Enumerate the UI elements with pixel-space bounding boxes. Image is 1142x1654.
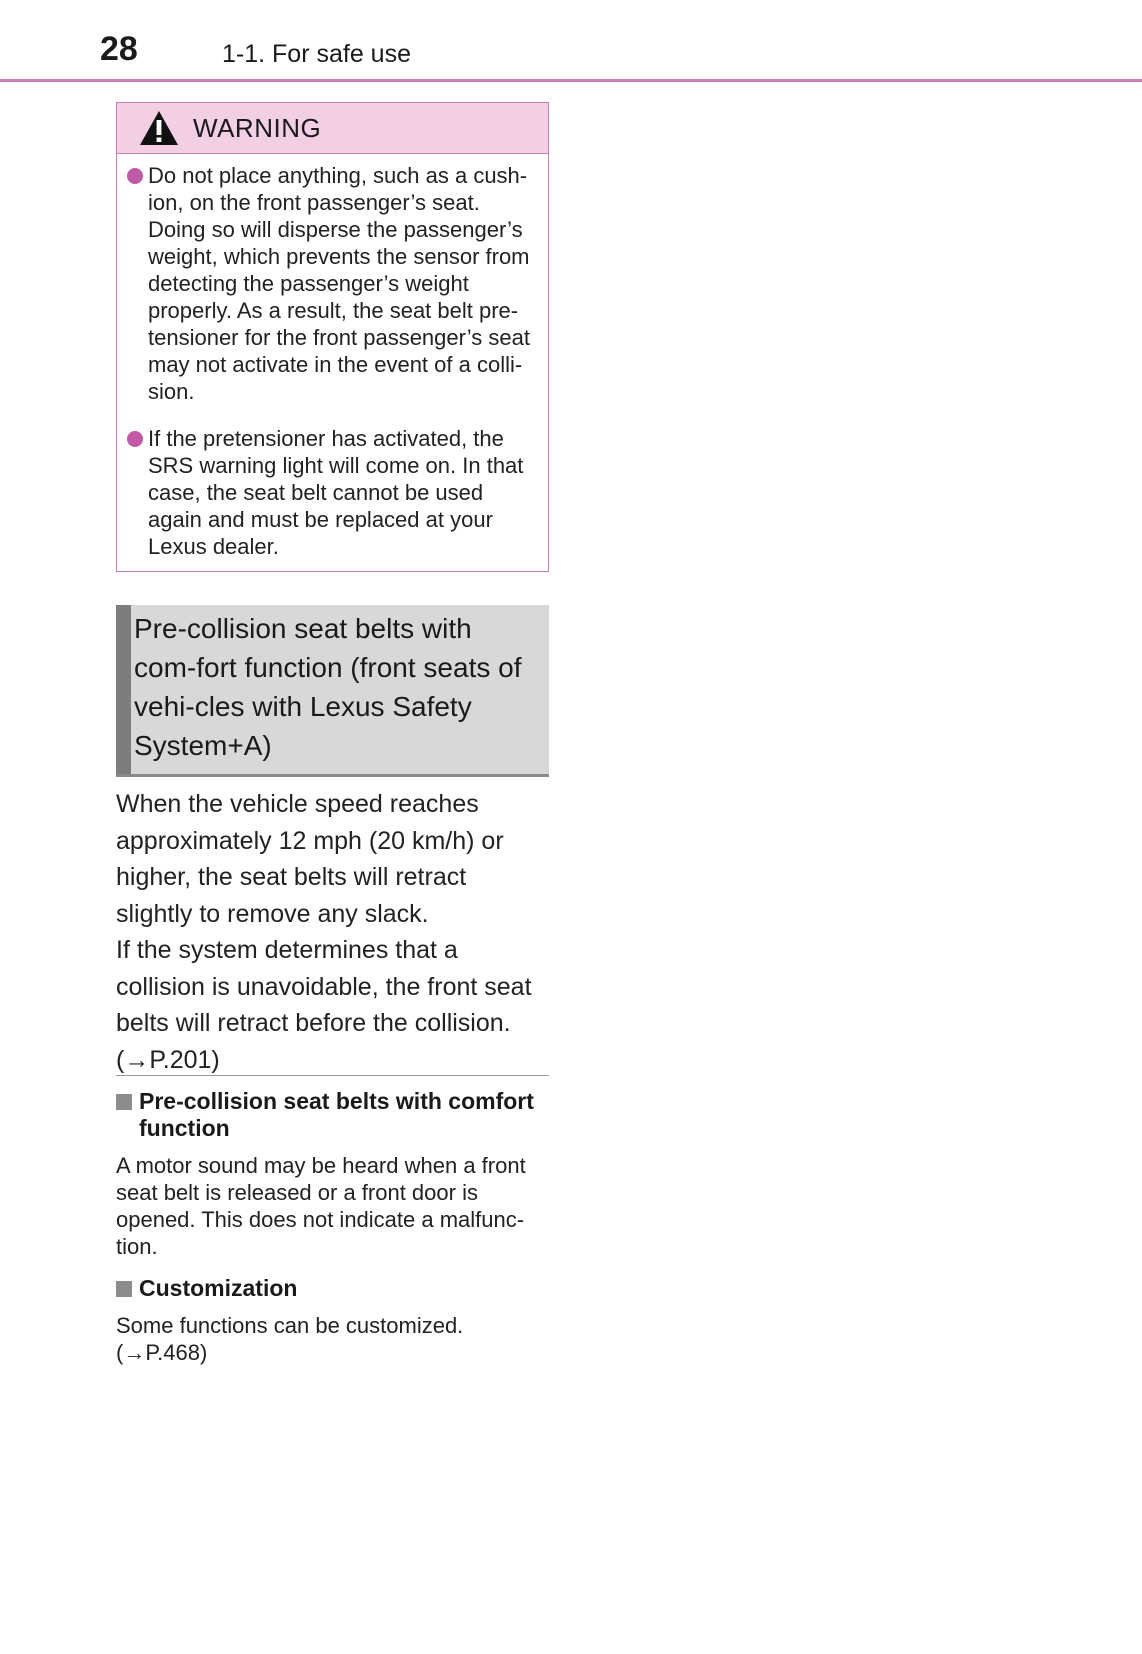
section-title: 1-1. For safe use bbox=[222, 40, 411, 68]
page-number: 28 bbox=[100, 30, 138, 68]
section-divider bbox=[116, 1075, 549, 1076]
warning-triangle-icon bbox=[139, 110, 179, 146]
note-heading-text: Customization bbox=[139, 1275, 298, 1301]
bullet-dot-icon bbox=[127, 168, 143, 184]
header-rule bbox=[0, 79, 1142, 82]
body-paragraph-2: If the system determines that a collision is unavoidable, the front seat belts will retract before the collision. (→P.201) bbox=[116, 936, 532, 1074]
bullet-dot-icon bbox=[127, 431, 143, 447]
note-text-customization: Some functions can be customized. (→P.468) bbox=[116, 1313, 464, 1365]
warning-box bbox=[116, 102, 549, 572]
square-bullet-icon bbox=[116, 1094, 132, 1110]
warning-body bbox=[117, 154, 548, 560]
body-text bbox=[116, 786, 549, 1078]
square-bullet-icon bbox=[116, 1281, 132, 1297]
section-heading: Pre-collision seat belts with com-fort function (front seats of vehi-cles with Lexus Safety System+A) bbox=[134, 613, 522, 761]
warning-item bbox=[125, 425, 534, 560]
heading-bar bbox=[116, 605, 131, 774]
warning-header bbox=[117, 103, 548, 154]
note-heading-comfort bbox=[116, 1088, 549, 1142]
warning-item-text: Do not place anything, such as a cush-ion, on the front passenger’s seat. Doing so will disperse the passenger’s weight, which prevents the sensor from detecting the passenger’s weight properly. As a result, the seat belt pre-tensioner for the front passenger’s seat may not activate in the event of a colli-sion. bbox=[148, 163, 530, 404]
page-header bbox=[0, 0, 1142, 84]
warning-title: WARNING bbox=[193, 112, 322, 143]
note-text-comfort: A motor sound may be heard when a front seat belt is released or a front door is opened. This does not indicate a malfunc-tion. bbox=[116, 1153, 526, 1259]
warning-item bbox=[125, 162, 534, 405]
section-heading-box bbox=[116, 605, 549, 777]
warning-item-text: If the pretensioner has activated, the SRS warning light will come on. In that case, the seat belt cannot be used again and must be replaced at your Lexus dealer. bbox=[148, 426, 524, 559]
note-heading-customization bbox=[116, 1275, 549, 1302]
note-heading-text: Pre-collision seat belts with comfort function bbox=[139, 1088, 534, 1141]
body-paragraph-1: When the vehicle speed reaches approximately 12 mph (20 km/h) or higher, the seat belts will retract slightly to remove any slack. bbox=[116, 790, 504, 928]
